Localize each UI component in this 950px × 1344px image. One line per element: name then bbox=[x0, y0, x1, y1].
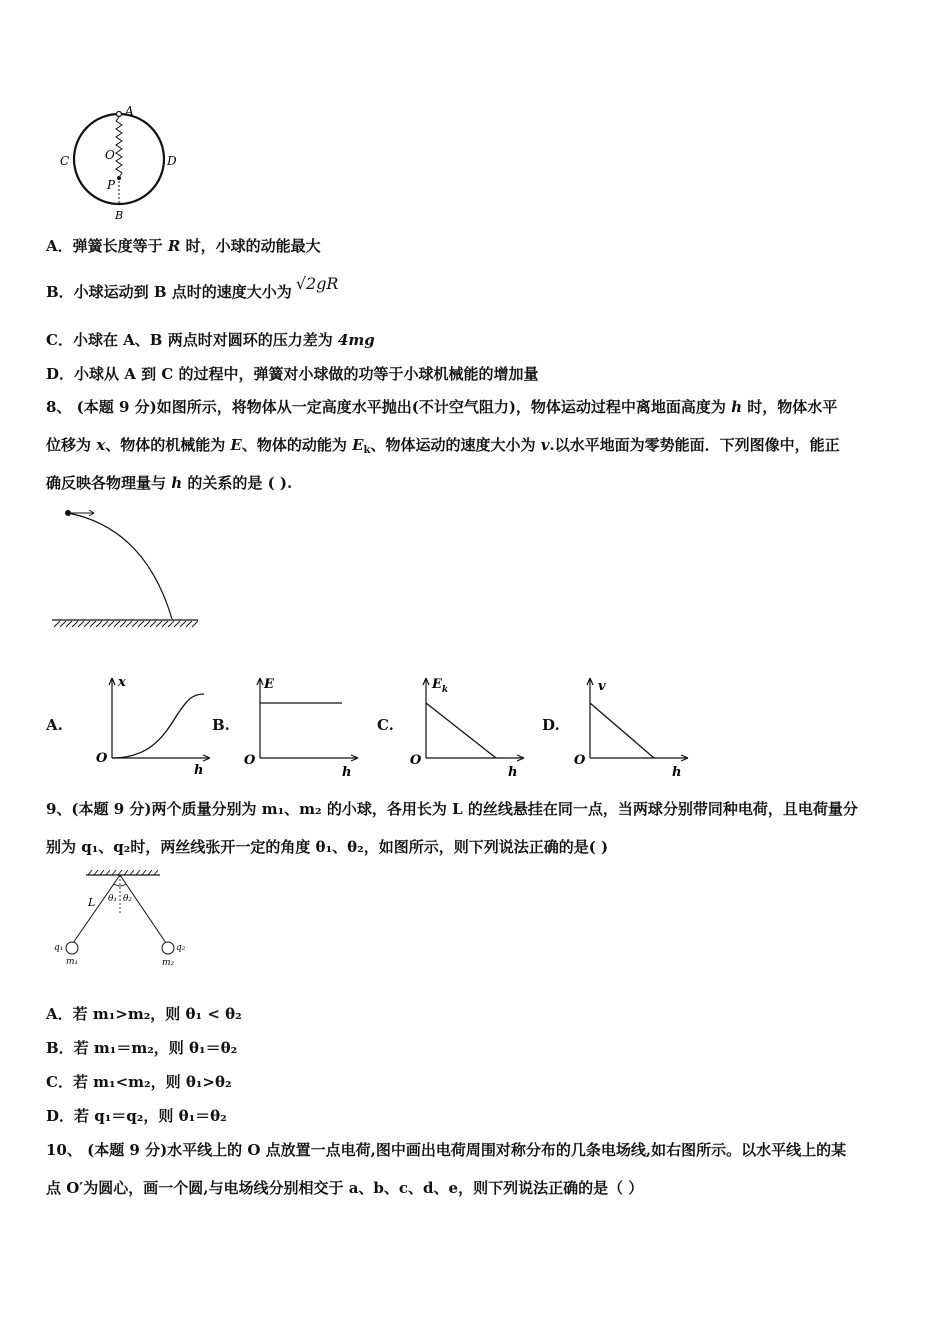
q8-graph-b-x-label: h bbox=[342, 765, 352, 780]
q7-spring bbox=[116, 117, 122, 177]
q7-label-p: P bbox=[107, 178, 116, 192]
q8-graph-c-origin: O bbox=[410, 753, 422, 768]
q8-projectile-figure bbox=[50, 503, 205, 633]
q8-graph-a-y-label: x bbox=[118, 675, 126, 690]
q9-option-d: D．若 q₁＝q₂，则 θ₁＝θ₂ bbox=[46, 1107, 227, 1125]
q8-l2-k: k bbox=[363, 445, 371, 456]
q8-l3-pre: 确反映各物理量与 bbox=[46, 474, 172, 492]
q8-graph-a bbox=[92, 670, 217, 780]
q8-l2-a: 位移为 bbox=[46, 436, 97, 454]
q8-graph-a-x-label: h bbox=[194, 763, 204, 778]
q8-line1-post: 时，物体水平 bbox=[742, 398, 838, 416]
q7-option-c-val: 4mg bbox=[337, 331, 375, 349]
q8-graph-c-x-label: h bbox=[508, 765, 518, 780]
q8-graph-b-origin: O bbox=[244, 753, 256, 768]
q8-l2-b: 、物体的机械能为 bbox=[105, 436, 231, 454]
q7-option-a-var: R bbox=[167, 237, 181, 255]
q8-l2-x: x bbox=[96, 436, 106, 454]
q7-option-d: D．小球从 A 到 C 的过程中，弹簧对小球做的功等于小球机械能的增加量 bbox=[46, 365, 539, 383]
q8-graph-d bbox=[570, 670, 695, 780]
q8-graph-d-origin: O bbox=[574, 753, 586, 768]
q9-pendulum-figure bbox=[48, 868, 198, 973]
q7-point-a bbox=[117, 112, 122, 117]
q9-label-theta2: θ₂ bbox=[123, 894, 133, 904]
q8-l2-e: E bbox=[230, 436, 242, 454]
q8-graph-d-x-label: h bbox=[672, 765, 682, 780]
q9-thread-left bbox=[73, 875, 120, 943]
q8-graph-b-y-label: E bbox=[264, 677, 274, 692]
q7-label-a: A bbox=[125, 105, 134, 118]
q9-ceiling-hatch bbox=[88, 870, 158, 875]
q9-stem-line1: 9、(本题 9 分)两个质量分别为 m₁、m₂ 的小球，各用长为 L 的丝线悬挂在同一点，当两球分别带同种电荷，且电荷量分 bbox=[46, 800, 858, 818]
q9-option-b: B．若 m₁＝m₂，则 θ₁＝θ₂ bbox=[46, 1039, 238, 1057]
q8-graph-c-line bbox=[426, 703, 496, 758]
q8-l2-post: .以水平地面为零势能面．下列图像中，能正 bbox=[549, 436, 840, 454]
q8-trajectory bbox=[68, 513, 172, 619]
q9-option-c: C．若 m₁<m₂，则 θ₁>θ₂ bbox=[46, 1073, 232, 1091]
q9-label-q2: q₂ bbox=[176, 943, 186, 953]
q8-ground-hatch bbox=[54, 621, 198, 627]
q8-l3-var: h bbox=[171, 474, 183, 492]
q7-option-b-text: B．小球运动到 B 点时的速度大小为 bbox=[46, 283, 292, 301]
q8-graph-a-label: A. bbox=[46, 716, 63, 734]
q8-graph-d-y-label: v bbox=[598, 679, 606, 694]
q9-label-theta1: θ₁ bbox=[108, 894, 118, 904]
q10-stem-line1: 10、 (本题 9 分)水平线上的 O 点放置一点电荷,图中画出电荷周围对称分布的几条电场线,如右图所示。以水平线上的某 bbox=[46, 1141, 847, 1159]
q8-graph-c-y-label bbox=[431, 677, 448, 695]
q7-option-b bbox=[46, 274, 339, 302]
q8-stem-line1 bbox=[46, 397, 837, 417]
q10-stem-line2: 点 O′为圆心，画一个圆,与电场线分别相交于 a、b、c、d、e，则下列说法正确的是（ ） bbox=[46, 1179, 644, 1197]
q9-label-q1: q₁ bbox=[54, 943, 64, 953]
q8-l2-v: v bbox=[540, 436, 550, 454]
q9-label-m2: m₂ bbox=[162, 958, 175, 968]
q8-stem-line3 bbox=[46, 473, 292, 493]
q7-option-a-pre: A．弹簧长度等于 bbox=[46, 237, 168, 255]
q8-l2-d: 、物体运动的速度大小为 bbox=[370, 436, 541, 454]
q9-ball-1 bbox=[66, 942, 78, 954]
q7-circle-figure bbox=[55, 105, 190, 225]
q9-ball-2 bbox=[162, 942, 174, 954]
q8-graph-c-y-main: E bbox=[432, 677, 442, 692]
q7-option-c-pre: C．小球在 A、B 两点时对圆环的压力差为 bbox=[46, 331, 338, 349]
q8-l2-ek: E bbox=[352, 436, 364, 454]
q8-graph-b-label: B. bbox=[212, 716, 230, 734]
q7-label-d: D bbox=[167, 154, 177, 168]
q7-label-c: C bbox=[60, 154, 70, 168]
q9-thread-right bbox=[120, 875, 166, 943]
q8-graph-b bbox=[240, 670, 365, 780]
q9-label-l: L bbox=[88, 896, 96, 909]
q8-stem-line2 bbox=[46, 435, 840, 461]
q8-line1-var: h bbox=[731, 398, 743, 416]
q7-option-a bbox=[46, 236, 321, 256]
q7-label-o: O bbox=[105, 148, 115, 162]
q7-option-b-formula: √2gR bbox=[295, 274, 339, 293]
q9-stem-line2: 别为 q₁、q₂时，两丝线张开一定的角度 θ₁、θ₂，如图所示，则下列说法正确的是( ) bbox=[46, 838, 609, 856]
q8-graph-d-line bbox=[590, 703, 654, 758]
q8-graph-d-label: D. bbox=[542, 716, 560, 734]
q8-graph-c bbox=[406, 670, 531, 780]
q8-l3-post: 的关系的是 ( ). bbox=[182, 474, 293, 492]
q7-label-b: B bbox=[115, 209, 124, 222]
q8-line1-pre: 8、 (本题 9 分)如图所示，将物体从一定高度水平抛出(不计空气阻力)，物体运动过程中离地面高度为 bbox=[46, 398, 732, 416]
q7-option-c bbox=[46, 330, 375, 350]
q8-graph-c-label: C. bbox=[377, 716, 394, 734]
q8-l2-c: 、物体的动能为 bbox=[241, 436, 353, 454]
q8-graph-a-curve bbox=[112, 694, 204, 758]
q8-graph-a-origin: O bbox=[96, 751, 108, 766]
q7-ball-p bbox=[117, 176, 121, 180]
q9-label-m1: m₁ bbox=[66, 957, 79, 967]
q7-option-a-post: 时，小球的动能最大 bbox=[180, 237, 321, 255]
q9-option-a: A．若 m₁>m₂，则 θ₁ < θ₂ bbox=[46, 1005, 242, 1023]
q8-graph-c-y-sub: k bbox=[441, 685, 449, 695]
